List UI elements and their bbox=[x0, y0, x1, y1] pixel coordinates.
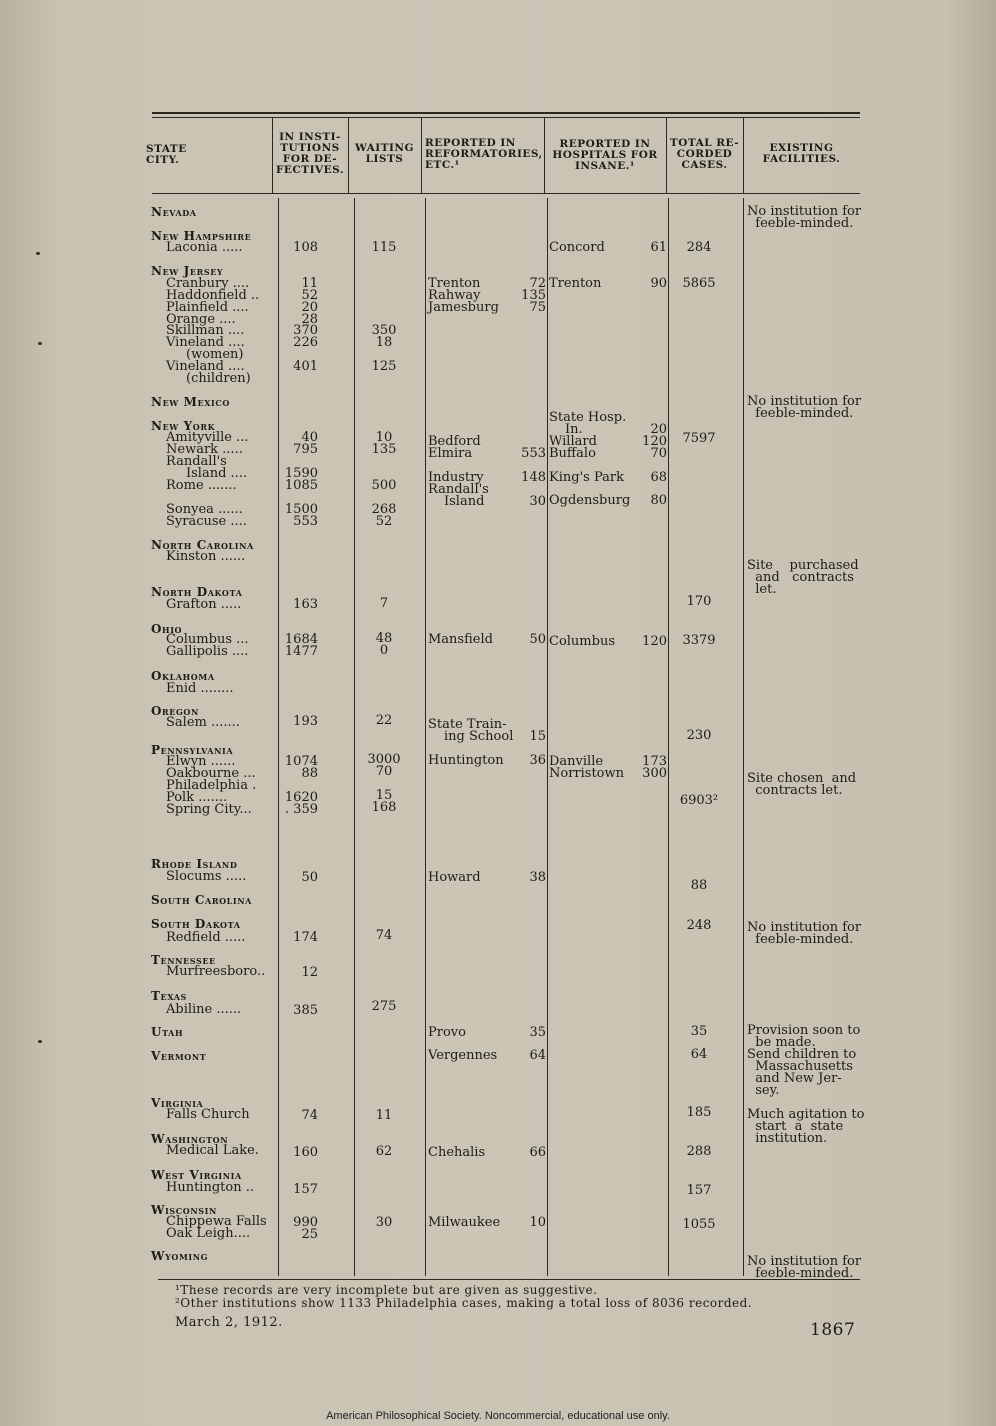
reformatory-count: 553 bbox=[521, 446, 546, 461]
institutions-count: 401 bbox=[293, 359, 318, 374]
city-name: Syracuse .... bbox=[166, 514, 247, 529]
waiting-count: 52 bbox=[375, 514, 393, 529]
reformatory-name: ing School bbox=[444, 729, 514, 744]
institutions-count: 1477 bbox=[284, 644, 318, 659]
state-name: North Dakota bbox=[151, 585, 243, 599]
institutions-count: 157 bbox=[293, 1182, 318, 1197]
city-name: Redfield ..... bbox=[166, 930, 246, 945]
institutions-count: 1590 bbox=[284, 466, 318, 481]
city-name: Murfreesboro.. bbox=[166, 964, 266, 979]
margin-mark bbox=[38, 342, 42, 345]
institutions-count: 1074 bbox=[284, 754, 318, 769]
existing-facilities-note: No institution for feeble-minded. bbox=[747, 920, 862, 947]
total-cases: 1055 bbox=[682, 1217, 716, 1232]
city-name: Falls Church bbox=[166, 1107, 250, 1122]
state-name: Pennsylvania bbox=[151, 743, 234, 757]
reformatory-name: State Train- bbox=[428, 717, 507, 732]
city-name: Gallipolis .... bbox=[166, 644, 249, 659]
waiting-count: 0 bbox=[379, 643, 389, 658]
institutions-count: 28 bbox=[301, 312, 318, 327]
total-cases: 35 bbox=[690, 1024, 708, 1039]
city-name: Vineland .... bbox=[166, 335, 245, 350]
column-divider bbox=[743, 198, 744, 1276]
waiting-count: 11 bbox=[375, 1108, 393, 1123]
existing-facilities-note: No institution for feeble-minded. bbox=[747, 394, 862, 421]
city-name: Abiline ...... bbox=[166, 1002, 242, 1017]
city-name: (children) bbox=[186, 371, 251, 386]
top-rule-inner bbox=[152, 117, 860, 118]
hospital-count: 20 bbox=[650, 422, 667, 437]
footnote-1: ¹These records are very incomplete but are given as suggestive. bbox=[175, 1283, 598, 1297]
city-name: Kinston ...... bbox=[166, 549, 246, 564]
institutions-count: 25 bbox=[301, 1227, 318, 1242]
city-name: Columbus ... bbox=[166, 632, 249, 647]
total-cases: 5865 bbox=[682, 276, 716, 291]
city-name: Skillman .... bbox=[166, 323, 245, 338]
page-number: 1867 bbox=[810, 1320, 856, 1340]
reformatory-count: 50 bbox=[529, 632, 546, 647]
state-name: Oregon bbox=[151, 704, 199, 718]
institutions-count: 1500 bbox=[284, 502, 318, 517]
city-name: Enid ........ bbox=[166, 681, 234, 696]
reformatory-name: Bedford bbox=[428, 434, 481, 449]
header-rule bbox=[152, 193, 860, 194]
city-name: Elwyn ...... bbox=[166, 754, 236, 769]
reformatory-count: 75 bbox=[529, 300, 546, 315]
hospital-count: 70 bbox=[650, 446, 667, 461]
hospital-name: Trenton bbox=[549, 276, 602, 291]
city-name: Haddonfield .. bbox=[166, 288, 260, 303]
column-divider bbox=[425, 198, 426, 1276]
total-cases: 185 bbox=[686, 1105, 712, 1120]
hospital-name: King's Park bbox=[549, 470, 624, 485]
margin-mark bbox=[38, 1040, 42, 1043]
city-name: Cranbury .... bbox=[166, 276, 250, 291]
total-cases: 3379 bbox=[682, 633, 716, 648]
reformatory-name: Rahway bbox=[428, 288, 481, 303]
state-name: Utah bbox=[151, 1025, 184, 1039]
city-name: Newark ..... bbox=[166, 442, 243, 457]
existing-facilities-note: No institution for feeble-minded. bbox=[747, 1254, 862, 1281]
existing-facilities-note: Site chosen and contracts let. bbox=[747, 771, 857, 798]
city-name: Plainfield .... bbox=[166, 300, 249, 315]
hospital-name: Columbus bbox=[549, 634, 615, 649]
total-cases: 64 bbox=[690, 1047, 708, 1062]
state-name: New Hampshire bbox=[151, 229, 252, 243]
existing-facilities-note: No institution for feeble-minded. bbox=[747, 204, 862, 231]
institutions-count: 193 bbox=[293, 714, 318, 729]
header-state-city: STATE CITY. bbox=[146, 143, 187, 166]
city-name: Island .... bbox=[186, 466, 248, 481]
institutions-count: 50 bbox=[301, 870, 318, 885]
state-name: West Virginia bbox=[151, 1168, 242, 1182]
waiting-count: 168 bbox=[371, 800, 397, 815]
hospital-count: 120 bbox=[642, 434, 667, 449]
reformatory-count: 64 bbox=[529, 1048, 546, 1063]
state-name: Wyoming bbox=[151, 1249, 209, 1263]
city-name: Polk ....... bbox=[166, 790, 228, 805]
waiting-count: 115 bbox=[371, 240, 397, 255]
city-name: Sonyea ...... bbox=[166, 502, 243, 517]
city-name: (women) bbox=[186, 347, 244, 362]
state-name: Rhode Island bbox=[151, 857, 238, 871]
reformatory-count: 35 bbox=[529, 1025, 546, 1040]
city-name: Oak Leigh.... bbox=[166, 1226, 251, 1241]
hospital-name: Willard bbox=[549, 434, 597, 449]
city-name: Spring City... bbox=[166, 802, 252, 817]
existing-facilities-note: Provision soon to be made. bbox=[747, 1023, 861, 1050]
reformatory-name: Chehalis bbox=[428, 1145, 486, 1160]
institutions-count: 163 bbox=[293, 597, 318, 612]
institutions-count: 1684 bbox=[284, 632, 318, 647]
waiting-count: 48 bbox=[375, 631, 393, 646]
reformatory-name: Milwaukee bbox=[428, 1215, 501, 1230]
state-name: Ohio bbox=[151, 622, 183, 636]
waiting-count: 275 bbox=[371, 999, 397, 1014]
city-name: Philadelphia . bbox=[166, 778, 257, 793]
margin-mark bbox=[36, 252, 40, 255]
reformatory-name: Island bbox=[444, 494, 485, 509]
institutions-count: 990 bbox=[293, 1215, 318, 1230]
reformatory-name: Trenton bbox=[428, 276, 481, 291]
institutions-count: 226 bbox=[293, 335, 318, 350]
city-name: Amityville ... bbox=[166, 430, 249, 445]
state-name: Oklahoma bbox=[151, 669, 215, 683]
archive-credit: American Philosophical Society. Noncommercial, educational use only. bbox=[326, 1410, 670, 1422]
total-cases: 248 bbox=[686, 918, 712, 933]
state-name: South Carolina bbox=[151, 893, 252, 907]
state-name: Washington bbox=[151, 1132, 229, 1146]
hospital-count: 120 bbox=[642, 634, 667, 649]
institutions-count: 1085 bbox=[284, 478, 318, 493]
footnote-2: ²Other institutions show 1133 Philadelphia cases, making a total loss of 8036 recorded. bbox=[175, 1296, 753, 1310]
waiting-count: 62 bbox=[375, 1144, 393, 1159]
city-name: Grafton ..... bbox=[166, 597, 242, 612]
city-name: Randall's bbox=[166, 454, 227, 469]
state-name: Nevada bbox=[151, 205, 197, 219]
reformatory-name: Mansfield bbox=[428, 632, 493, 647]
state-name: Texas bbox=[151, 989, 187, 1003]
state-name: New Jersey bbox=[151, 264, 224, 278]
waiting-count: 135 bbox=[371, 442, 397, 457]
hospital-count: 61 bbox=[650, 240, 667, 255]
state-name: South Dakota bbox=[151, 917, 241, 931]
header-reformatories: REPORTED IN REFORMATORIES, ETC.¹ bbox=[425, 137, 543, 171]
institutions-count: 174 bbox=[293, 930, 318, 945]
reformatory-count: 15 bbox=[529, 729, 546, 744]
waiting-count: 268 bbox=[371, 502, 397, 517]
total-cases: 284 bbox=[686, 240, 712, 255]
reformatory-count: 10 bbox=[529, 1215, 546, 1230]
reformatory-name: Vergennes bbox=[428, 1048, 498, 1063]
institutions-count: 11 bbox=[301, 276, 318, 291]
header-existing-facilities: EXISTING FACILITIES. bbox=[762, 142, 841, 165]
total-cases: 7597 bbox=[682, 431, 716, 446]
city-name: Laconia ..... bbox=[166, 240, 243, 255]
institutions-count: . 359 bbox=[284, 802, 318, 817]
existing-facilities-note: Site purchased and contracts let. bbox=[747, 558, 859, 597]
reformatory-count: 38 bbox=[529, 870, 546, 885]
header-waiting-lists: WAITING LISTS bbox=[355, 142, 414, 165]
institutions-count: 12 bbox=[301, 965, 318, 980]
reformatory-name: Industry bbox=[428, 470, 484, 485]
institutions-count: 52 bbox=[301, 288, 318, 303]
state-name: New Mexico bbox=[151, 395, 230, 409]
hospital-count: 68 bbox=[650, 470, 667, 485]
waiting-count: 10 bbox=[375, 430, 393, 445]
institutions-count: 108 bbox=[293, 240, 318, 255]
reformatory-name: Elmira bbox=[428, 446, 473, 461]
reformatory-count: 66 bbox=[529, 1145, 546, 1160]
hospital-name: Danville bbox=[549, 754, 604, 769]
state-name: Wisconsin bbox=[151, 1203, 217, 1217]
hospital-name: Buffalo bbox=[549, 446, 596, 461]
hospital-name: Concord bbox=[549, 240, 605, 255]
reformatory-count: 135 bbox=[521, 288, 546, 303]
hospital-name: Norristown bbox=[549, 766, 625, 781]
state-name: New York bbox=[151, 419, 216, 433]
waiting-count: 125 bbox=[371, 359, 397, 374]
header-hospitals: REPORTED IN HOSPITALS FOR INSANE.¹ bbox=[552, 138, 658, 172]
top-rule bbox=[152, 112, 860, 114]
institutions-count: 160 bbox=[293, 1145, 318, 1160]
hospital-count: 173 bbox=[642, 754, 667, 769]
city-name: Oakbourne ... bbox=[166, 766, 256, 781]
hospital-count: 80 bbox=[650, 493, 667, 508]
reformatory-count: 30 bbox=[529, 494, 546, 509]
institutions-count: 20 bbox=[301, 300, 318, 315]
reformatory-count: 72 bbox=[529, 276, 546, 291]
city-name: Chippewa Falls bbox=[166, 1214, 267, 1229]
waiting-count: 350 bbox=[371, 323, 397, 338]
institutions-count: 74 bbox=[301, 1108, 318, 1123]
city-name: Slocums ..... bbox=[166, 869, 247, 884]
institutions-count: 370 bbox=[293, 323, 318, 338]
reformatory-name: Randall's bbox=[428, 482, 489, 497]
waiting-count: 15 bbox=[375, 788, 393, 803]
existing-facilities-note: Send children to Massachusetts and New Jer- sey. bbox=[747, 1047, 857, 1098]
total-cases: 88 bbox=[690, 878, 708, 893]
state-name: Vermont bbox=[151, 1049, 207, 1063]
reformatory-name: Jamesburg bbox=[428, 300, 499, 315]
hospital-name: Ogdensburg bbox=[549, 493, 631, 508]
hospital-name: In. bbox=[565, 422, 583, 437]
institutions-count: 795 bbox=[293, 442, 318, 457]
waiting-count: 18 bbox=[375, 335, 393, 350]
state-name: North Carolina bbox=[151, 538, 254, 552]
city-name: Vineland .... bbox=[166, 359, 245, 374]
institutions-count: 385 bbox=[293, 1003, 318, 1018]
reformatory-name: Huntington bbox=[428, 753, 504, 768]
total-cases: 288 bbox=[686, 1144, 712, 1159]
total-cases: 6903² bbox=[679, 793, 719, 808]
reformatory-count: 148 bbox=[521, 470, 546, 485]
column-divider bbox=[547, 198, 548, 1276]
institutions-count: 88 bbox=[301, 766, 318, 781]
total-cases: 157 bbox=[686, 1183, 712, 1198]
hospital-count: 300 bbox=[642, 766, 667, 781]
publication-date: March 2, 1912. bbox=[175, 1315, 283, 1330]
city-name: Orange .... bbox=[166, 312, 236, 327]
existing-facilities-note: Much agitation to start a state institution. bbox=[747, 1107, 865, 1146]
waiting-count: 22 bbox=[375, 713, 393, 728]
waiting-count: 30 bbox=[375, 1215, 393, 1230]
hospital-count: 90 bbox=[650, 276, 667, 291]
institutions-count: 553 bbox=[293, 514, 318, 529]
hospital-name: State Hosp. bbox=[549, 410, 627, 425]
city-name: Medical Lake. bbox=[166, 1143, 259, 1158]
institutions-count: 40 bbox=[301, 430, 318, 445]
state-name: Tennessee bbox=[151, 953, 216, 967]
waiting-count: 74 bbox=[375, 928, 393, 943]
waiting-count: 70 bbox=[375, 764, 393, 779]
total-cases: 170 bbox=[686, 594, 712, 609]
reformatory-count: 36 bbox=[529, 753, 546, 768]
waiting-count: 3000 bbox=[367, 752, 401, 767]
waiting-count: 500 bbox=[371, 478, 397, 493]
waiting-count: 7 bbox=[379, 596, 389, 611]
reformatory-name: Provo bbox=[428, 1025, 466, 1040]
city-name: Rome ....... bbox=[166, 478, 237, 493]
header-institutions: IN INSTI- TUTIONS FOR DE- FECTIVES. bbox=[275, 131, 345, 176]
city-name: Huntington .. bbox=[166, 1180, 254, 1195]
reformatory-name: Howard bbox=[428, 870, 481, 885]
total-cases: 230 bbox=[686, 728, 712, 743]
state-name: Virginia bbox=[151, 1096, 204, 1110]
header-total-cases: TOTAL RE- CORDED CASES. bbox=[669, 137, 740, 171]
city-name: Salem ....... bbox=[166, 715, 240, 730]
institutions-count: 1620 bbox=[284, 790, 318, 805]
